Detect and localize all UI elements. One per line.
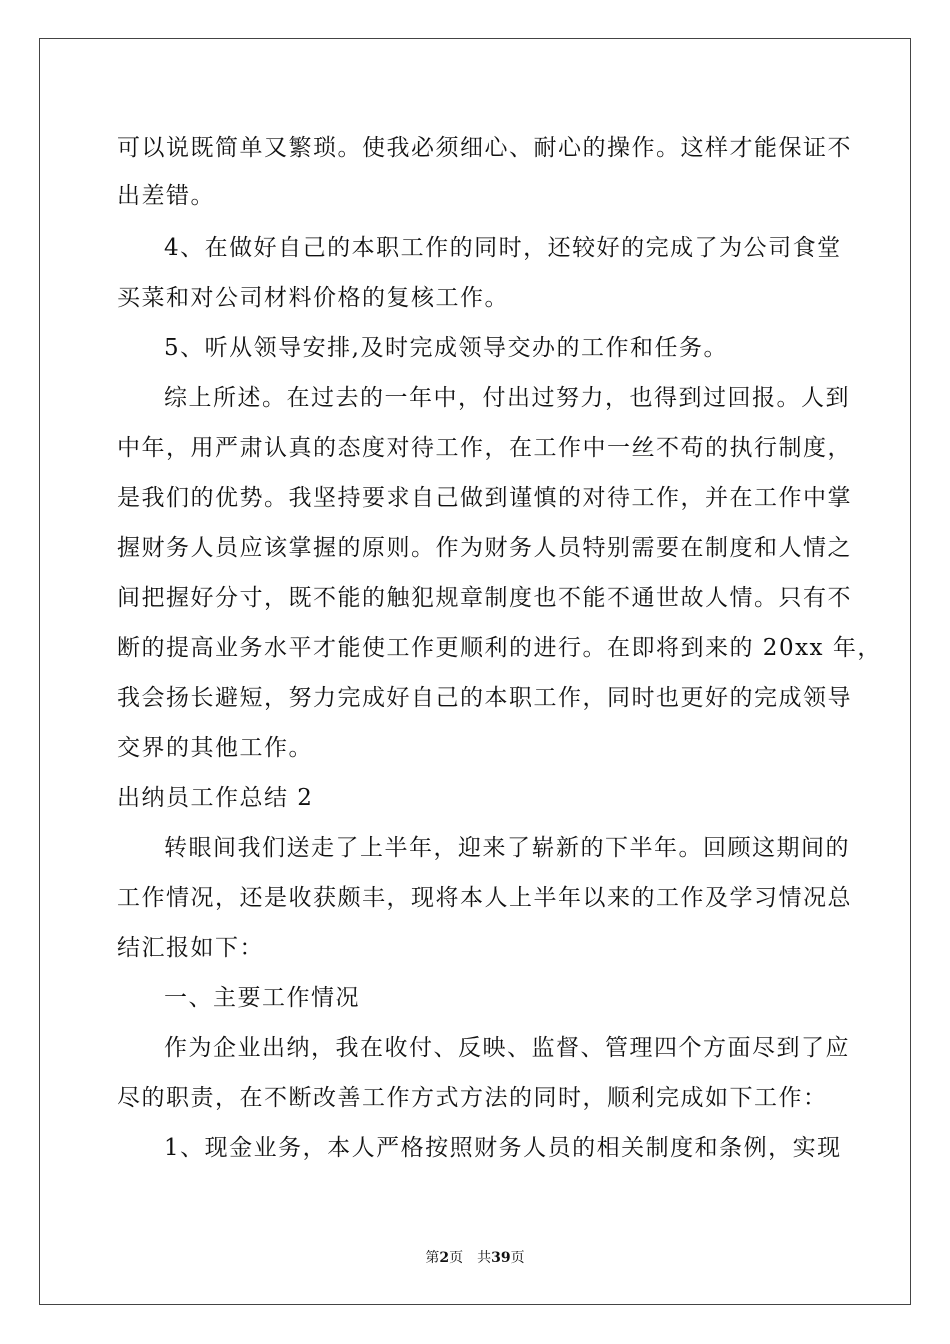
paragraph-line: 中年，用严肃认真的态度对待工作，在工作中一丝不苟的执行制度， xyxy=(117,435,852,461)
paragraph-line: 5、听从领导安排,及时完成领导交办的工作和任务。 xyxy=(164,335,728,361)
paragraph-line: 结汇报如下： xyxy=(117,935,264,961)
footer-page-unit: 页 xyxy=(449,1250,464,1266)
paragraph-line: 可以说既简单又繁琐。使我必须细心、耐心的操作。这样才能保证不 xyxy=(117,135,852,161)
paragraph-line: 尽的职责，在不断改善工作方式方法的同时，顺利完成如下工作： xyxy=(117,1085,828,1111)
paragraph-line: 断的提高业务水平才能使工作更顺利的进行。在即将到来的 20xx 年， xyxy=(117,635,882,661)
paragraph-line: 1、现金业务，本人严格按照财务人员的相关制度和条例，实现 xyxy=(164,1135,842,1161)
paragraph-line: 握财务人员应该掌握的原则。作为财务人员特别需要在制度和人情之 xyxy=(117,535,852,561)
paragraph-line: 转眼间我们送走了上半年，迎来了崭新的下半年。回顾这期间的 xyxy=(164,835,850,861)
section-heading: 出纳员工作总结 2 xyxy=(117,785,314,811)
paragraph-line: 我会扬长避短，努力完成好自己的本职工作，同时也更好的完成领导 xyxy=(117,685,852,711)
paragraph-line: 作为企业出纳，我在收付、反映、监督、管理四个方面尽到了应 xyxy=(164,1035,850,1061)
current-page-number: 2 xyxy=(439,1250,450,1266)
footer-total-prefix: 共 xyxy=(477,1250,492,1266)
paragraph-line: 出差错。 xyxy=(117,183,215,209)
paragraph-line: 交界的其他工作。 xyxy=(117,735,313,761)
page-border xyxy=(39,38,911,1305)
footer-prefix: 第 xyxy=(425,1250,440,1266)
subheading: 一、主要工作情况 xyxy=(164,985,360,1011)
paragraph-line: 买菜和对公司材料价格的复核工作。 xyxy=(117,285,509,311)
footer-total-unit: 页 xyxy=(510,1250,525,1266)
paragraph-line: 4、在做好自己的本职工作的同时，还较好的完成了为公司食堂 xyxy=(164,235,842,261)
paragraph-line: 间把握好分寸，既不能的触犯规章制度也不能不通世故人情。只有不 xyxy=(117,585,852,611)
paragraph-line: 工作情况，还是收获颇丰，现将本人上半年以来的工作及学习情况总 xyxy=(117,885,852,911)
page-footer xyxy=(0,1249,950,1267)
total-page-count: 39 xyxy=(491,1250,511,1266)
paragraph-line: 综上所述。在过去的一年中，付出过努力，也得到过回报。人到 xyxy=(164,385,850,411)
paragraph-line: 是我们的优势。我坚持要求自己做到谨慎的对待工作，并在工作中掌 xyxy=(117,485,852,511)
